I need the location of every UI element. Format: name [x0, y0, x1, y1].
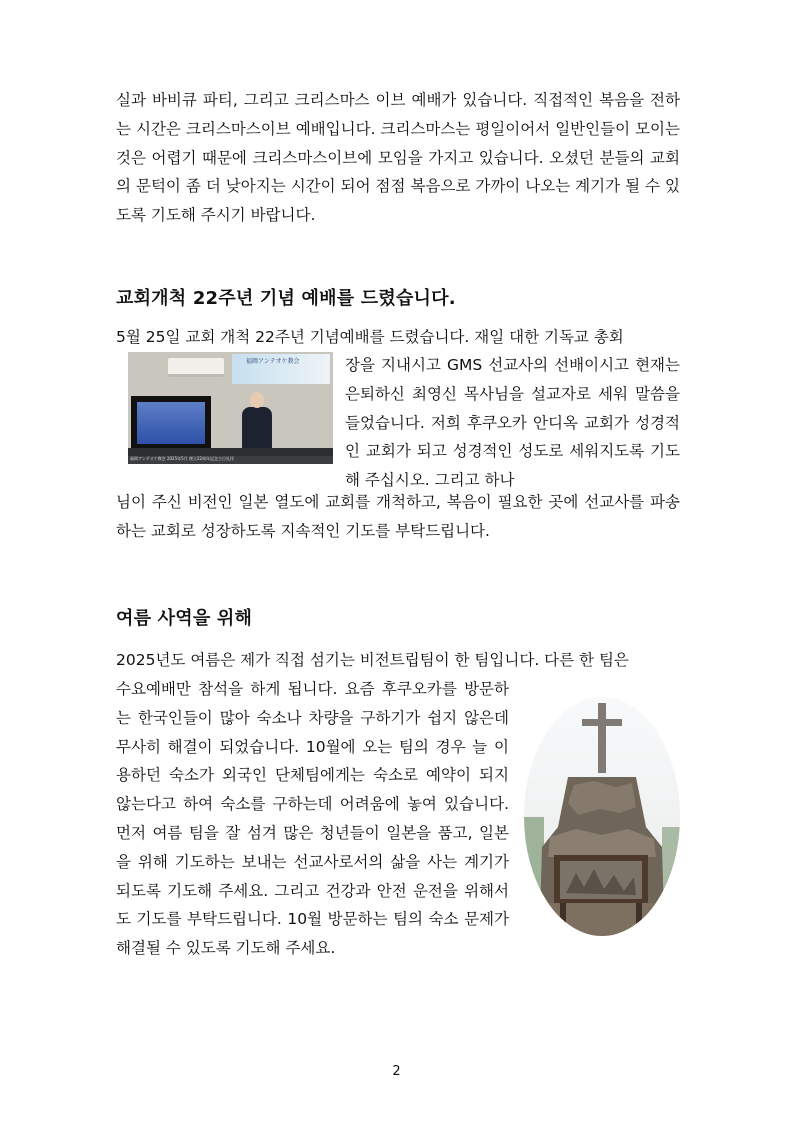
air-conditioner	[168, 358, 224, 377]
projector-screen	[131, 396, 211, 450]
page-number: 2	[392, 1064, 401, 1079]
heading-summer-ministry: 여름 사역을 위해	[116, 608, 253, 629]
church-banner: 福岡アンテオケ教会	[232, 354, 330, 384]
paragraph-anniversary-line1: 5월 25일 교회 개척 22주년 기념예배를 드렸습니다. 재일 대한 기독교 총회	[116, 328, 624, 346]
photo-caption: 福岡アンテオケ教会 2025年5月 創立22周年記念主日礼拝	[130, 456, 235, 461]
paragraph-summer-side: 수요예배만 참석을 하게 됩니다. 요즘 후쿠오카를 방문하는 한국인들이 많아 숙소나 차량을 구하기가 쉽지 않은데 무사히 해결이 되었습니다. 10월에 오는 팀의 경우 늘 이용하던 숙소가 외국인 단체팀에게는 숙소로 예약이 되지 않는다고 하여 숙소를 구하는데 어려움에 놓여 있습니다. 먼저 여름 팀을 잘 섬겨 많은 청년들이 일본을 품고, 일본을 위해 기도하는 보내는 선교사로서의 삶을 사는 계기가 되도록 기도해 주세요. 그리고 건강과 안전 운전을 위해서도 기도를 부탁드립니다. 10월 방문하는 팀의 숙소 문제가 해결될 수 있도록 기도해 주세요.	[116, 680, 509, 958]
worship-service-photo	[128, 352, 333, 464]
paragraph-anniversary-side: 장을 지내시고 GMS 선교사의 선배이시고 현재는 은퇴하신 최영신 목사님을 설교자로 세워 말씀을 들었습니다. 저희 후쿠오카 안디옥 교회가 성경적인 교회가 되고 성경적인 성도로 세워지도록 기도해 주십시오. 그리고 하나	[345, 356, 680, 490]
cross-monument-photo	[524, 697, 680, 936]
paragraph-summer-line1: 2025년도 여름은 제가 직접 섬기는 비전트립팀이 한 팀입니다. 다른 한 팀은	[116, 651, 629, 669]
paragraph-anniversary-rest: 님이 주신 비전인 일본 열도에 교회를 개척하고, 복음이 필요한 곳에 선교사를 파송하는 교회로 성장하도록 지속적인 기도를 부탁드립니다.	[116, 493, 680, 540]
heading-anniversary: 교회개척 22주년 기념 예배를 드렸습니다.	[116, 288, 456, 309]
paragraph-christmas: 실과 바비큐 파티, 그리고 크리스마스 이브 예배가 있습니다. 직접적인 복음을 전하는 시간은 크리스마스이브 예배입니다. 크리스마스는 평일이어서 일반인들이 모이는 것은 어렵기 때문에 크리스마스이브에 모임을 가지고 있습니다. 오셨던 분들의 교회의 문턱이 좀 더 낮아지는 시간이 되어 점점 복음으로 가까이 나오는 계기가 될 수 있도록 기도해 주시기 바랍니다.	[116, 91, 680, 225]
preacher-figure	[240, 392, 274, 456]
